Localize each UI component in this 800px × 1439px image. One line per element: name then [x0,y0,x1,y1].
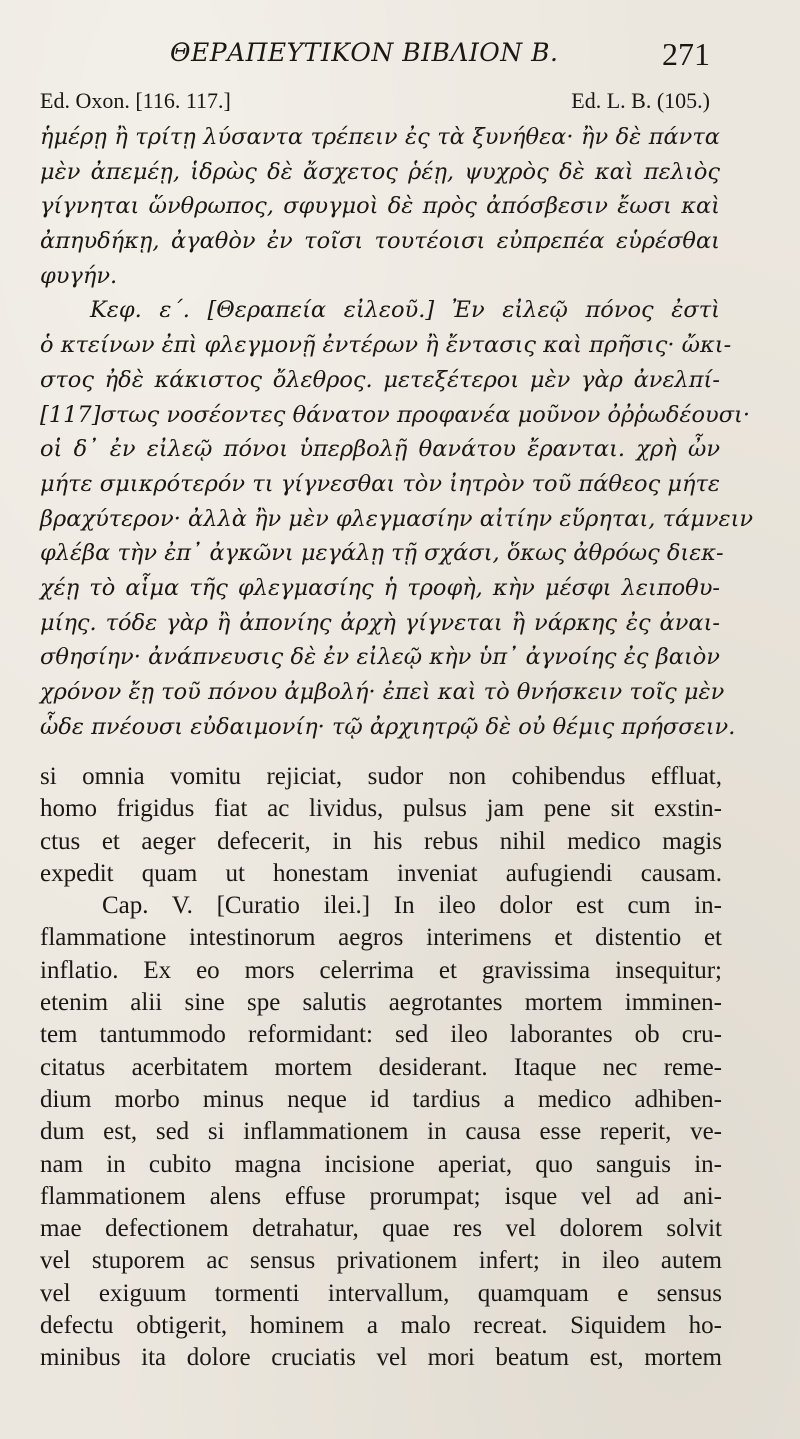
latin-line: defectu obtigerit, hominem a malo recreat. Siquidem ho- [40,1312,722,1340]
latin-line: expedit quam ut honestam inveniat aufugiendi causam. [40,859,722,887]
latin-line: citatus acerbitatem mortem desiderant. Itaque nec reme- [40,1053,722,1081]
greek-line: χρόνον ἔῃ τοῦ πόνου ἀμβολή· ἐπεὶ καὶ τὸ θνήσκειν τοῖς μὲν [40,679,725,705]
greek-line: οἱ δ᾽ ἐν εἰλεῷ πόνοι ὑπερβολῇ θανάτου ἔρανται. χρὴ ὦν [40,436,720,463]
latin-translation-block [40,761,722,1375]
latin-line: flammatione intestinorum aegros interimens et distentio et [40,924,722,952]
running-title: ΘΕΡΑΠΕΥΤΙΚΟΝ ΒΙΒΛΙΟΝ Β. [170,38,559,67]
greek-text-block [40,120,754,744]
latin-line: mae defectionem detrahatur, quae res vel dolorem solvit [40,1215,722,1243]
edition-lb-reference: Ed. L. B. (105.) [571,88,710,113]
greek-line: [117]στως νοσέοντες θάνατον προφανέα μοῦνον ὀῤῥωδέουσι· [40,401,751,428]
greek-line: ὧδε πνέουσι εὐδαιμονίη· τῷ ἀρχιητρῷ δὲ οὐ θέμις πρήσσειν. [40,713,736,740]
greek-line: ἡμέρῃ ἢ τρίτῃ λύσαντα τρέπειν ἐς τὰ ξυνήθεα· ἢν δὲ πάντα [40,124,720,150]
greek-line: βραχύτερον· ἀλλὰ ἢν μὲν φλεγμασίην αἰτίην εὕρηται, τάμνειν [40,505,754,532]
page-number: 271 [662,36,710,72]
greek-line: γίγνηται ὥνθρωπος, σφυγμοὶ δὲ πρὸς ἀπόσβεσιν ἔωσι καὶ [40,193,720,220]
latin-chapter-heading-line: Cap. V. [Curatio ilei.] In ileo dolor est cum in- [102,892,722,920]
greek-line: μήτε σμικρότερόν τι γίγνεσθαι τὸν ἰητρὸν τοῦ πάθεος μήτε [40,470,720,497]
greek-line: μίης. τόδε γὰρ ἢ ἀπονίης ἀρχὴ γίγνεται ἢ νάρκης ἐς ἀναι- [40,609,720,636]
latin-line: nam in cubito magna incisione aperiat, quo sanguis in- [40,1150,722,1178]
latin-line: etenim alii sine spe salutis aegrotantes mortem imminen- [40,989,722,1017]
latin-line: tem tantummodo reformidant: sed ileo laborantes ob cru- [40,1021,722,1049]
latin-line: ctus et aeger defecerit, in his rebus nihil medico magis [40,827,722,855]
latin-line: dium morbo minus neque id tardius a medico adhiben- [40,1085,722,1113]
edition-oxon-reference: Ed. Oxon. [116. 117.] [40,88,231,113]
greek-line: φλέβα τὴν ἐπ᾽ ἀγκῶνι μεγάλῃ τῇ σχάσι, ὅκως ἀθρόως διεκ- [40,540,724,567]
greek-line: σθησίην· ἀνάπνευσις δὲ ἐν εἰλεῷ κὴν ὑπ᾽ ἀγνοίης ἐς βαιὸν [40,644,720,671]
greek-line: στος ἠδὲ κάκιστος ὄλεθρος. μετεξέτεροι μὲν γὰρ ἀνελπί- [40,366,720,393]
latin-line: vel stuporem ac sensus privationem infert; in ileo autem [40,1247,722,1275]
greek-line: χέῃ τὸ αἷμα τῆς φλεγμασίης ἡ τροφὴ, κὴν μέσφι λειποθυ- [40,574,720,601]
latin-line: homo frigidus fiat ac lividus, pulsus jam pene sit exstin- [40,795,722,823]
edition-references [40,88,710,116]
latin-line: minibus ita dolore cruciatis vel mori beatum est, mortem [40,1344,722,1372]
latin-line: flammationem alens effuse prorumpat; isque vel ad ani- [40,1182,722,1210]
greek-line: μὲν ἀπεμέῃ, ἱδρὼς δὲ ἄσχετος ῥέῃ, ψυχρὸς δὲ καὶ πελιὸς [40,158,720,185]
greek-chapter-heading-line: Κεφ. ε΄. [Θεραπεία εἰλεοῦ.] Ἐν εἰλεῷ πόνος ἐστὶ [90,297,720,324]
latin-line: vel exiguum tormenti intervallum, quamquam e sensus [40,1279,722,1307]
latin-line: dum est, sed si inflammationem in causa esse reperit, ve- [40,1118,722,1146]
greek-line: ὁ κτείνων ἐπὶ φλεγμονῇ ἐντέρων ἢ ἔντασις καὶ πρῆσις· ὤκι- [40,332,732,359]
latin-line: inflatio. Ex eo mors celerrima et gravissima insequitur; [40,956,722,984]
latin-line: si omnia vomitu rejiciat, sudor non cohibendus effluat, [40,763,722,790]
greek-line: ἀπηυδήκῃ, ἀγαθὸν ἐν τοῖσι τουτέοισι εὐπρεπέα εὑρέσθαι [40,228,720,255]
running-head [70,38,790,78]
greek-line: φυγήν. [40,262,118,289]
